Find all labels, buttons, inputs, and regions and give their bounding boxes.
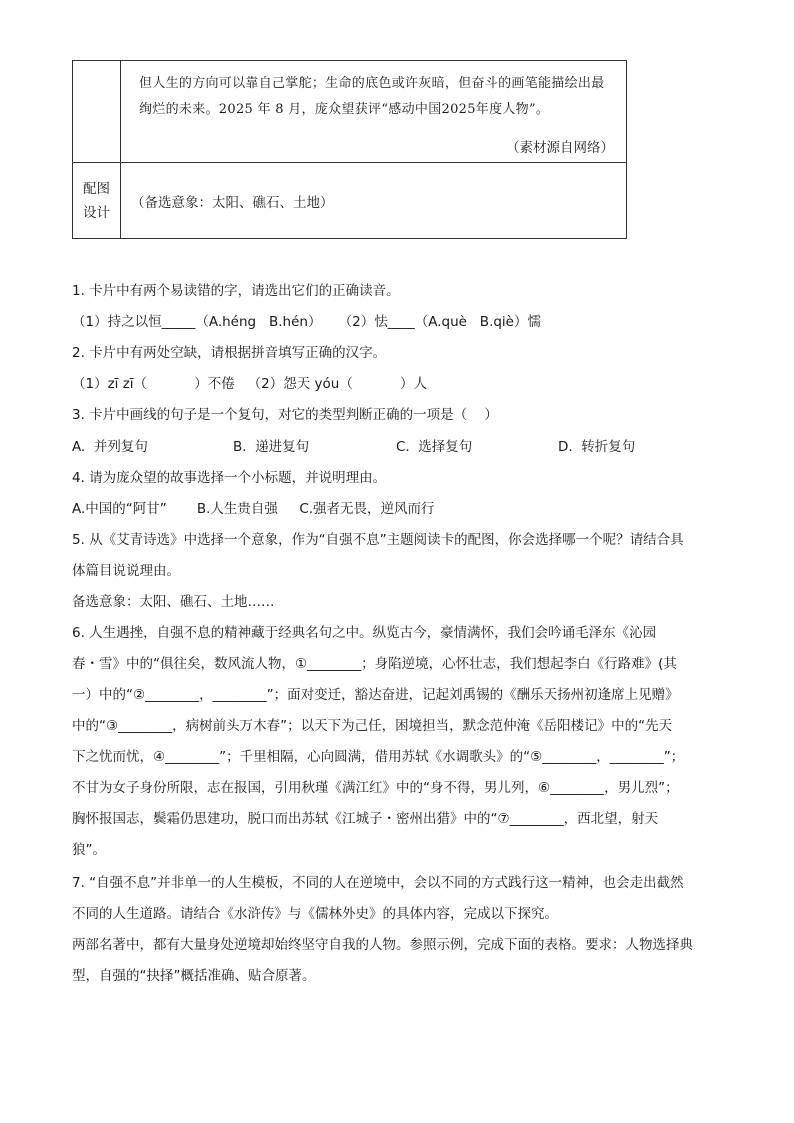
question-6-line-6: 不甘为女子身份所限，志在报国，引用秋瑾《满江红》中的“身不得，男儿列，⑥________，男儿烈”； xyxy=(72,780,679,796)
question-5-line-1: 5. 从《艾青诗选》中选择一个意象，作为“自强不息”主题阅读卡的配图，你会选择哪一个呢？请结合具 xyxy=(72,532,684,548)
design-label-line-2: 设计 xyxy=(83,205,110,221)
question-3-option-c: C. 选择复句 xyxy=(396,439,473,455)
design-label-cell xyxy=(73,163,121,239)
question-1-line: （1）持之以恒_____（A.héng B.hén） （2）怯____（A.què B.qiè）懦 xyxy=(72,314,541,330)
design-label-line-1: 配图 xyxy=(83,181,110,197)
question-6-line-4: 中的“③________，病树前头万木春”；以天下为己任，困境担当，默念范仲淹《岳阳楼记》中的“先天 xyxy=(72,718,673,734)
question-4-options: A.中国的“阿甘” B.人生贵自强 C.强者无畏，逆风而行 xyxy=(72,501,435,517)
question-6-line-1: 6. 人生遇挫，自强不息的精神藏于经典名句之中。纵览古今，豪情满怀，我们会吟诵毛泽东《沁园 xyxy=(72,625,657,641)
question-2-line: （1）zī zī（ ）不倦 （2）怨天 yóu（ ）人 xyxy=(72,376,428,392)
question-6-line-7: 胸怀报国志，鬓霜仍思建功，脱口而出苏轼《江城子・密州出猎》中的“⑦________，西北望，射天 xyxy=(72,811,659,827)
question-5-imagery-options: 备选意象：太阳、礁石、土地…… xyxy=(72,594,275,610)
question-6-line-3: 一）中的“②________，________”；面对变迁，豁达奋进，记起刘禹锡的《酬乐天扬州初逢席上见赠》 xyxy=(72,687,679,703)
design-options-cell: （备选意象：太阳、礁石、土地） xyxy=(121,163,627,239)
question-3-option-d: D. 转折复句 xyxy=(558,439,636,455)
card-body-text xyxy=(129,71,617,123)
question-6-line-2: 春・雪》中的“俱往矣，数风流人物，①________；身陷逆境，心怀壮志，我们想起李白《行路难》(其 xyxy=(72,656,677,672)
question-6-line-5: 下之忧而忧，④________”；千里相隔，心向圆满，借用苏轼《水调歌头》的“⑤________，________”； xyxy=(72,749,685,765)
reading-card-table xyxy=(72,60,627,239)
question-7-line-3: 两部名著中，都有大量身处逆境却始终坚守自我的人物。参照示例，完成下面的表格。要求：人物选择典 xyxy=(72,937,693,953)
question-3-stem: 3. 卡片中画线的句子是一个复句，对它的类型判断正确的一项是（ ） xyxy=(72,407,498,423)
question-7-line-1: 7. “自强不息”并非单一的人生模板，不同的人在逆境中，会以不同的方式践行这一精神，也会走出截然 xyxy=(72,875,684,891)
question-4-stem: 4. 请为庞众望的故事选择一个小标题，并说明理由。 xyxy=(72,470,387,486)
card-empty-label-cell xyxy=(73,61,121,163)
question-6-line-8: 狼”。 xyxy=(72,842,106,858)
question-3-option-b: B. 递进复句 xyxy=(233,439,310,455)
card-body-line-2: 绚烂的未来。2025 年 8 月，庞众望获评“感动中国2025年度人物”。 xyxy=(139,102,550,117)
card-body-cell xyxy=(121,61,627,163)
question-7-line-4: 型，自强的“抉择”概括准确、贴合原著。 xyxy=(72,968,316,984)
question-7-line-2: 不同的人生道路。请结合《水浒传》与《儒林外史》的具体内容，完成以下探究。 xyxy=(72,906,558,922)
question-1-stem: 1. 卡片中有两个易读错的字，请选出它们的正确读音。 xyxy=(72,283,400,299)
question-3-option-a: A. 并列复句 xyxy=(72,439,148,455)
card-body-line-1: 但人生的方向可以靠自己掌舵；生命的底色或许灰暗，但奋斗的画笔能描绘出最 xyxy=(139,76,605,91)
card-source-note: （素材源自网络） xyxy=(506,140,614,156)
question-5-line-2: 体篇目说说理由。 xyxy=(72,563,180,579)
question-2-stem: 2. 卡片中有两处空缺，请根据拼音填写正确的汉字。 xyxy=(72,345,387,361)
